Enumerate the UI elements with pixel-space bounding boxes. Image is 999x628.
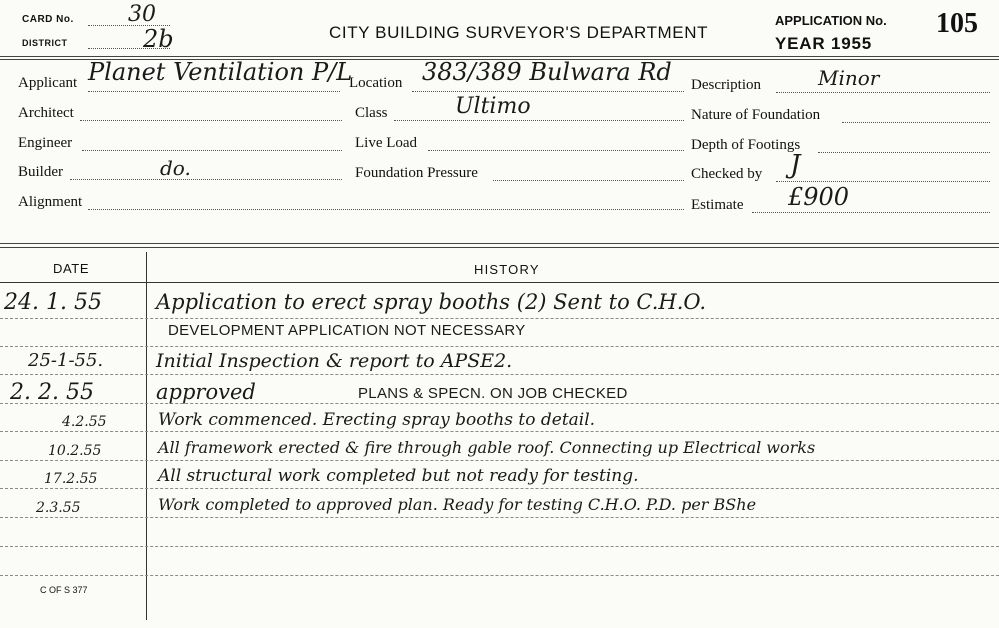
builder-value: do. [160, 156, 191, 180]
history-entry: Work completed to approved plan. Ready for testing C.H.O. P.D. per BShe [158, 495, 757, 514]
foundation-pressure-label: Foundation Pressure [355, 165, 478, 181]
class-label: Class [355, 105, 388, 121]
date-header: DATE [53, 261, 90, 276]
alignment-dotline [88, 209, 684, 210]
row-line [0, 575, 999, 576]
card-no-value: 30 [128, 2, 156, 27]
applicant-value: Planet Ventilation P/L [88, 58, 353, 86]
history-date: 25-1-55. [28, 350, 104, 371]
application-no-label: APPLICATION No. [775, 13, 887, 28]
history-stamp: DEVELOPMENT APPLICATION NOT NECESSARY [168, 322, 526, 339]
builder-dotline [70, 179, 342, 180]
history-date: 10.2.55 [48, 443, 102, 459]
fields-rule-bottom [0, 247, 999, 248]
nature-dotline [842, 122, 990, 123]
class-value: Ultimo [455, 94, 531, 119]
alignment-label: Alignment [18, 194, 83, 210]
estimate-value: £900 [788, 183, 850, 211]
architect-dotline [80, 120, 342, 121]
location-value: 383/389 Bulwara Rd [422, 58, 672, 86]
row-line [0, 374, 999, 375]
location-label: Location [349, 75, 403, 91]
description-value: Minor [818, 66, 880, 90]
district-label: DISTRICT [22, 38, 68, 48]
history-date: 2.3.55 [36, 500, 81, 516]
history-date: 2. 2. 55 [10, 380, 94, 405]
department-title: CITY BUILDING SURVEYOR'S DEPARTMENT [329, 23, 709, 42]
checked-dotline [776, 181, 990, 182]
history-date: 4.2.55 [62, 414, 107, 430]
row-line [0, 460, 999, 461]
history-date: 24. 1. 55 [4, 290, 102, 315]
history-entry: Application to erect spray booths (2) Sent to C.H.O. [156, 290, 707, 314]
history-header: HISTORY [474, 262, 540, 277]
checked-by-value: J [790, 150, 801, 180]
district-value: 2b [143, 25, 174, 53]
history-entry: Work commenced. Erecting spray booths to detail. [158, 410, 596, 430]
applicant-label: Applicant [18, 75, 78, 91]
engineer-dotline [82, 150, 342, 151]
pressure-dotline [493, 180, 684, 181]
builder-label: Builder [18, 164, 63, 180]
architect-label: Architect [18, 105, 74, 121]
live-load-label: Live Load [355, 135, 418, 151]
estimate-label: Estimate [691, 197, 744, 213]
depth-of-footings-label: Depth of Footings [691, 137, 801, 153]
history-entry: Initial Inspection & report to APSE2. [156, 350, 513, 372]
history-entry: approved [156, 380, 256, 404]
history-stamp: PLANS & SPECN. ON JOB CHECKED [358, 385, 628, 402]
estimate-dotline [752, 212, 990, 213]
history-entry: All framework erected & fire through gable roof. Connecting up Electrical works [158, 438, 816, 457]
fields-rule-top [0, 243, 999, 244]
year-label: YEAR 1955 [775, 34, 872, 53]
location-dotline [412, 91, 684, 92]
application-number: 105 [936, 8, 978, 39]
card-no-label: CARD No. [22, 14, 74, 25]
checked-by-label: Checked by [691, 166, 763, 182]
applicant-dotline [88, 91, 340, 92]
engineer-label: Engineer [18, 135, 73, 151]
form-code: C OF S 377 [40, 585, 88, 595]
history-date: 17.2.55 [44, 471, 98, 487]
row-line [0, 546, 999, 547]
depth-dotline [818, 152, 990, 153]
row-line [0, 403, 999, 404]
table-header-rule [0, 282, 999, 283]
description-dotline [776, 92, 990, 93]
description-label: Description [691, 77, 761, 93]
nature-of-foundation-label: Nature of Foundation [691, 107, 821, 123]
history-entry: All structural work completed but not ready for testing. [158, 466, 639, 486]
row-line [0, 346, 999, 347]
header-rule-top [0, 56, 999, 57]
date-column-divider [146, 252, 147, 620]
row-line [0, 318, 999, 319]
row-line [0, 431, 999, 432]
live-load-dotline [428, 150, 684, 151]
row-line [0, 517, 999, 518]
class-dotline [394, 120, 684, 121]
row-line [0, 488, 999, 489]
